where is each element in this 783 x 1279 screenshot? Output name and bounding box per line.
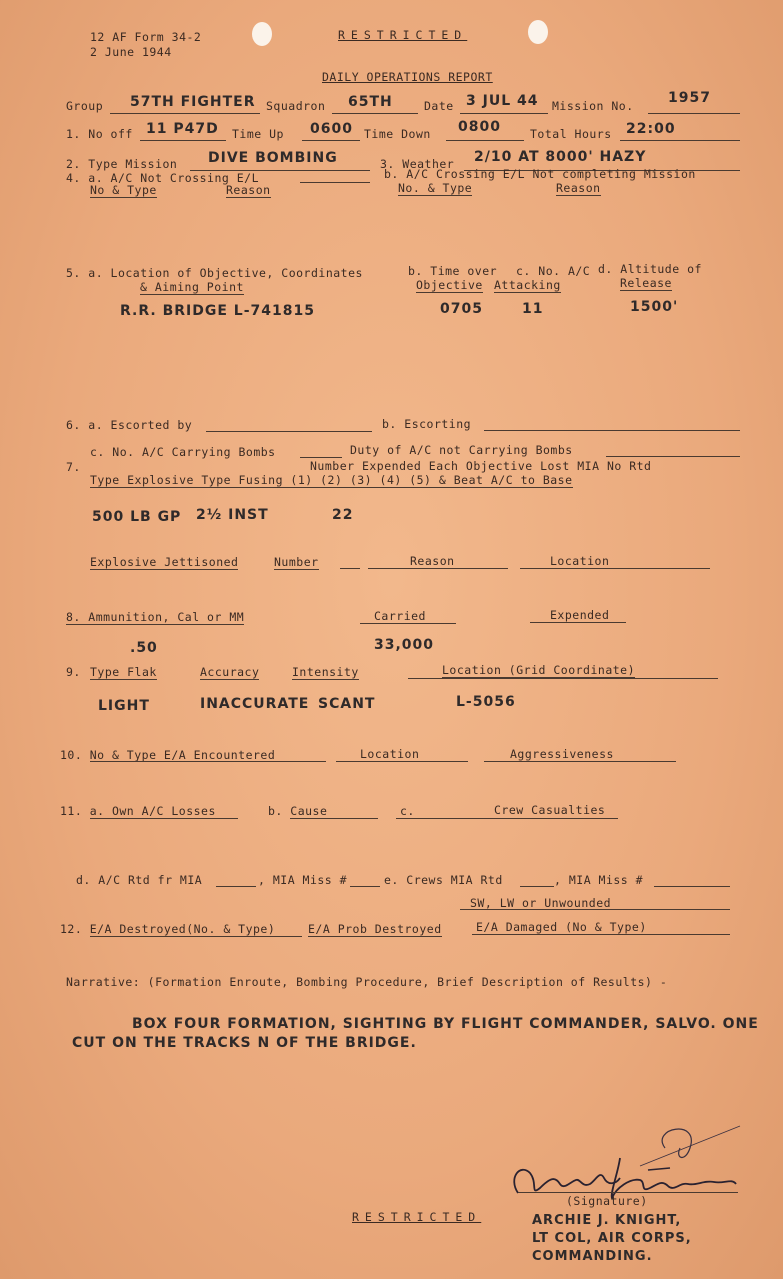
flak-location-label: Location (Grid Coordinate)	[442, 663, 636, 677]
release-label: Release	[620, 276, 672, 290]
item9-number: 9.	[66, 665, 81, 679]
enemy-location-label: Location	[360, 747, 420, 761]
explosive-type-value: 500 LB GP	[92, 509, 182, 525]
time-up-label: Time Up	[232, 127, 284, 141]
explosive-header: Type Explosive Type Fusing (1) (2) (3) (4) (5) & Beat A/C to Base	[90, 473, 573, 487]
classification-bottom: RESTRICTED	[352, 1210, 482, 1224]
caliber-value: .50	[130, 640, 158, 656]
aircraft-count-value: 11 P47D	[146, 121, 219, 137]
own-losses-label: 11. a. Own A/C Losses	[60, 804, 216, 818]
duty-label: Duty of A/C not Carrying Bombs	[350, 443, 573, 457]
time-down-label: Time Down	[364, 127, 431, 141]
col-no-type-a: No & Type	[90, 183, 157, 197]
expended-subheader: Number Expended Each Objective Lost MIA No Rtd	[310, 459, 652, 473]
flak-type-value: LIGHT	[98, 698, 150, 714]
crew-casualties-label: Crew Casualties	[494, 803, 606, 817]
punch-hole-left	[252, 22, 272, 46]
aggressiveness-label: Aggressiveness	[510, 747, 614, 761]
expended-label: Expended	[550, 608, 610, 622]
date-value: 3 JUL 44	[466, 93, 539, 109]
mia-miss-label: , MIA Miss #	[258, 873, 348, 887]
escorted-by-label: 6. a. Escorted by	[66, 418, 193, 432]
col-reason-b: Reason	[556, 181, 601, 195]
attacking-label: Attacking	[494, 278, 561, 292]
wounded-label: SW, LW or Unwounded	[470, 896, 612, 910]
flak-accuracy-value: INACCURATE	[200, 696, 310, 712]
time-over-value: 0705	[440, 301, 483, 317]
form-date: 2 June 1944	[90, 45, 172, 59]
group-label: Group	[66, 99, 104, 113]
signer-name: ARCHIE J. KNIGHT,	[532, 1213, 682, 1228]
jettisoned-location-label: Location	[550, 554, 610, 568]
col-reason-a: Reason	[226, 183, 271, 197]
time-down-value: 0800	[458, 119, 501, 135]
date-label: Date	[424, 99, 454, 113]
signer-rank: LT COL, AIR CORPS,	[532, 1231, 692, 1246]
destroyed-label: 12. E/A Destroyed(No. & Type)	[60, 922, 276, 936]
narrative-label: Narrative: (Formation Enroute, Bombing Procedure, Brief Description of Results) -	[66, 975, 668, 989]
jettisoned-number-label: Number	[274, 555, 319, 569]
flak-intensity-label: Intensity	[292, 665, 359, 679]
not-crossing-label: 4. a. A/C Not Crossing E/L	[66, 171, 260, 185]
group-value: 57TH FIGHTER	[130, 94, 256, 110]
objective-label: Objective	[416, 278, 483, 292]
carrying-bombs-label: c. No. A/C Carrying Bombs	[90, 445, 276, 459]
objective-location-label: 5. a. Location of Objective, Coordinates	[66, 266, 363, 280]
altitude-value: 1500'	[630, 299, 679, 315]
flak-intensity-value: SCANT	[318, 696, 376, 712]
damaged-label: E/A Damaged (No & Type)	[476, 920, 647, 934]
expended-value: 22	[332, 507, 354, 523]
punch-hole-right	[528, 20, 548, 44]
item7-number: 7.	[66, 460, 81, 474]
squadron-label: Squadron	[266, 99, 326, 113]
cause-label: b. Cause	[268, 804, 328, 818]
jettisoned-label: Explosive Jettisoned	[90, 555, 239, 569]
report-title: DAILY OPERATIONS REPORT	[322, 70, 493, 84]
crews-miss-label: , MIA Miss #	[554, 873, 644, 887]
total-hours-value: 22:00	[626, 121, 676, 137]
weather-label: 3. Weather	[380, 157, 455, 171]
time-up-value: 0600	[310, 121, 353, 137]
mission-value: 1957	[668, 90, 711, 106]
narrative-line-2: CUT ON THE TRACKS N OF THE BRIDGE.	[72, 1035, 417, 1051]
objective-location-value: R.R. BRIDGE L-741815	[120, 303, 315, 319]
no-aircraft-label: c. No. A/C	[516, 264, 591, 278]
mission-label: Mission No.	[552, 99, 634, 113]
returned-mia-label: d. A/C Rtd fr MIA	[76, 873, 203, 887]
fusing-value: 2½ INST	[196, 507, 269, 523]
col-no-type-b: No. & Type	[398, 181, 473, 195]
aircraft-count-label: 1. No off	[66, 127, 133, 141]
ammunition-label: 8. Ammunition, Cal or MM	[66, 610, 245, 624]
prob-destroyed-label: E/A Prob Destroyed	[308, 922, 442, 936]
attacking-value: 11	[522, 301, 544, 317]
flak-accuracy-label: Accuracy	[200, 665, 260, 679]
signer-role: COMMANDING.	[532, 1249, 653, 1264]
altitude-label: d. Altitude of	[598, 262, 702, 276]
carried-value: 33,000	[374, 637, 435, 653]
crossing-label: b. A/C Crossing E/L Not completing Mission	[384, 167, 696, 181]
carried-label: Carried	[374, 609, 426, 623]
enemy-aircraft-label: 10. No & Type E/A Encountered	[60, 748, 276, 762]
squadron-value: 65TH	[348, 94, 393, 110]
crews-mia-label: e. Crews MIA Rtd	[384, 873, 503, 887]
mission-type-value: DIVE BOMBING	[208, 150, 338, 166]
mission-type-label: 2. Type Mission	[66, 157, 178, 171]
escorting-label: b. Escorting	[382, 417, 472, 431]
flak-type-label: Type Flak	[90, 665, 157, 679]
classification-top: RESTRICTED	[338, 28, 468, 42]
weather-value: 2/10 AT 8000' HAZY	[474, 149, 647, 165]
total-hours-label: Total Hours	[530, 127, 612, 141]
jettisoned-reason-label: Reason	[410, 554, 455, 568]
aiming-point-label: & Aiming Point	[140, 280, 244, 294]
flak-location-value: L-5056	[456, 694, 516, 710]
c-label: c.	[400, 804, 415, 818]
signature-label: (Signature)	[566, 1194, 648, 1208]
narrative-line-1: BOX FOUR FORMATION, SIGHTING BY FLIGHT COMMANDER, SALVO. ONE	[132, 1016, 759, 1032]
form-number: 12 AF Form 34-2	[90, 30, 202, 44]
time-over-label: b. Time over	[408, 264, 498, 278]
